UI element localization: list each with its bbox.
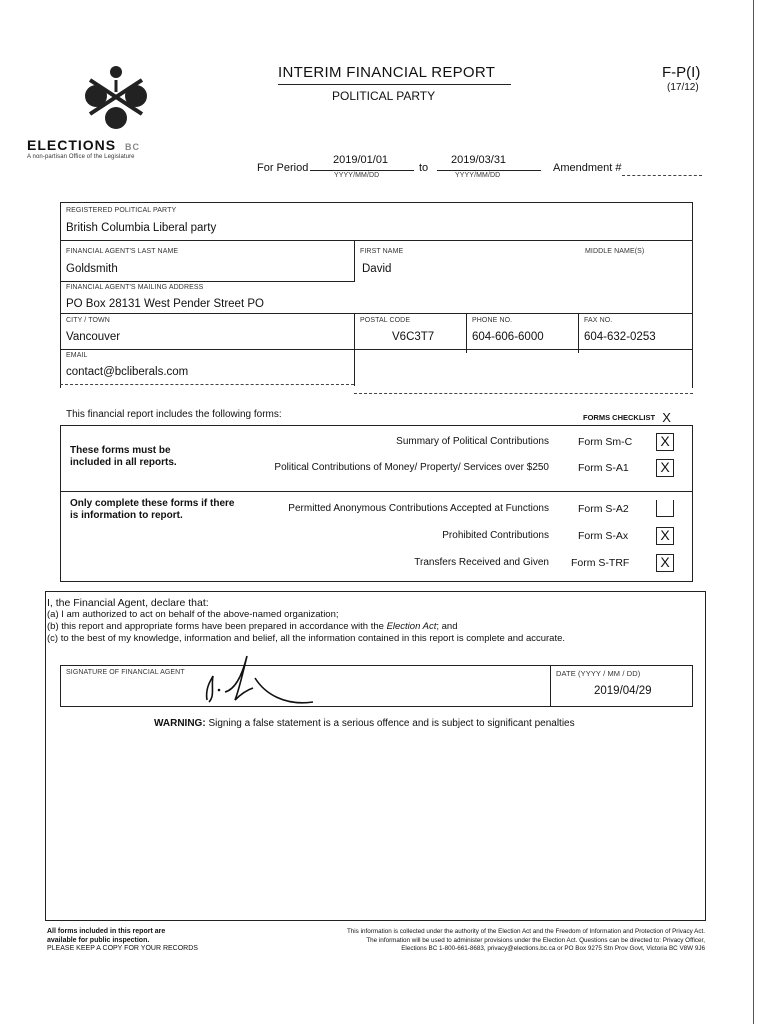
footer-left-line3: PLEASE KEEP A COPY FOR YOUR RECORDS: [47, 945, 198, 952]
footer-right-line2: The information will be used to administer provisions under the Election Act. Questions can be directed to: Privacy Officer,: [366, 936, 705, 944]
warning-label: WARNING:: [154, 718, 206, 729]
date-label: DATE (YYYY / MM / DD): [556, 669, 641, 678]
name-divider-1: [354, 240, 355, 282]
declaration-intro: I, the Financial Agent, declare that:: [47, 597, 209, 609]
forms-box-right: [692, 425, 693, 582]
forms-checklist-label: [583, 410, 671, 425]
forms-group-divider: [60, 491, 693, 492]
signature-box-bottom: [60, 706, 693, 707]
declaration-b-pre: (b) this report and appropriate forms have been prepared in accordance with the: [47, 621, 387, 632]
party-row-line: [60, 240, 693, 241]
outer-box-bottom: [45, 920, 705, 921]
declaration-c: (c) to the best of my knowledge, information and belief, all the information contained in this report is complete and accurate.: [47, 633, 566, 644]
party-label: REGISTERED POLITICAL PARTY: [66, 207, 177, 214]
form-row-sm-c-desc: Summary of Political Contributions: [396, 436, 549, 447]
city-row-line: [60, 349, 693, 350]
forms-box-top: [60, 425, 693, 426]
period-label: For Period: [257, 162, 309, 174]
period-to-line: [437, 170, 541, 171]
city-value[interactable]: Vancouver: [66, 331, 121, 343]
city-label: CITY / TOWN: [66, 317, 110, 324]
info-box-right: [692, 202, 693, 388]
info-box-left: [60, 202, 61, 388]
declaration-b-act: Election Act: [386, 621, 437, 632]
form-s-a1-checkbox[interactable]: X: [656, 459, 674, 477]
form-row-s-ax-code: Form S-Ax: [578, 530, 629, 542]
info-box-top: [60, 202, 693, 203]
date-value[interactable]: 2019/04/29: [594, 685, 652, 697]
forms-checklist-text: FORMS CHECKLIST: [583, 413, 656, 422]
declaration-top-line: [45, 591, 705, 592]
form-row-s-a1-code: Form S-A1: [578, 462, 629, 474]
logo-mark-icon: [70, 62, 160, 142]
forms-box-bottom: [60, 581, 693, 582]
email-label: EMAIL: [66, 352, 88, 359]
info-box-bottom: [354, 393, 693, 394]
outer-box-right: [705, 591, 706, 921]
email-value[interactable]: contact@bcliberals.com: [66, 366, 189, 378]
footer-right: [230, 928, 705, 954]
form-row-s-ax-desc: Prohibited Contributions: [442, 530, 549, 541]
logo-suffix: BC: [125, 142, 141, 152]
postal-divider: [466, 313, 467, 353]
email-row-line: [60, 384, 354, 385]
footer-left-line2: available for public inspection.: [47, 936, 150, 944]
logo-tagline: A non-partisan Office of the Legislature: [27, 154, 135, 160]
footer-left: [47, 928, 198, 954]
names-row-line: [60, 281, 354, 282]
period-from-hint: YYYY/MM/DD: [334, 172, 380, 179]
signature-box-left: [60, 665, 61, 707]
period-to-label: to: [419, 162, 429, 174]
footer-right-line1: This information is collected under the authority of the Election Act and the Freedom of Information and Protection of Privacy Act.: [346, 928, 705, 935]
warning-line: [154, 718, 575, 729]
title-underline: [278, 84, 511, 85]
period-from-line: [310, 170, 414, 171]
signature-label: SIGNATURE OF FINANCIAL AGENT: [66, 669, 185, 676]
page-edge-line: [753, 0, 754, 1024]
date-divider: [550, 665, 551, 707]
address-row-line: [60, 313, 693, 314]
address-label: FINANCIAL AGENT'S MAILING ADDRESS: [66, 284, 204, 291]
amendment-label: Amendment #: [553, 162, 622, 174]
warning-text: Signing a false statement is a serious offence and is subject to significant penalties: [208, 718, 575, 729]
logo-text: ELECTIONS: [27, 137, 117, 153]
declaration-a: (a) I am authorized to act on behalf of the above-named organization;: [47, 609, 339, 620]
form-row-s-a2-desc: Permitted Anonymous Contributions Accepted at Functions: [288, 503, 549, 514]
form-row-sm-c-code: Form Sm-C: [578, 436, 633, 448]
forms-intro: This financial report includes the following forms:: [66, 409, 282, 420]
form-row-s-a2-code: Form S-A2: [578, 503, 629, 515]
amendment-line: [622, 175, 702, 176]
checklist-x-mark: X: [662, 410, 671, 425]
form-code: F-P(I): [662, 64, 701, 81]
period-to-hint: YYYY/MM/DD: [455, 172, 501, 179]
form-sm-c-checkbox[interactable]: X: [656, 433, 674, 451]
outer-box-left: [45, 591, 46, 921]
optional-note: Only complete these forms if there is information to report.: [70, 498, 235, 521]
period-from[interactable]: 2019/01/01: [333, 154, 389, 166]
forms-box-left: [60, 425, 61, 582]
address-value[interactable]: PO Box 28131 West Pender Street PO: [66, 298, 264, 310]
period-to[interactable]: 2019/03/31: [451, 154, 507, 166]
report-subtitle: POLITICAL PARTY: [332, 89, 436, 103]
phone-value[interactable]: 604-606-6000: [472, 331, 544, 343]
footer-left-line1: All forms included in this report are: [47, 928, 166, 935]
footer-right-line3: Elections BC 1-800-661-8683, privacy@elections.bc.ca or PO Box 9275 Stn Prov Govt, Victoria BC V8W 9J6: [401, 945, 705, 952]
first-name-value[interactable]: David: [362, 263, 392, 275]
last-name-value[interactable]: Goldsmith: [66, 263, 118, 275]
form-s-trf-checkbox[interactable]: X: [656, 554, 674, 572]
last-name-label: FINANCIAL AGENT'S LAST NAME: [66, 248, 179, 255]
required-note: These forms must be included in all reports.: [70, 445, 177, 468]
middle-name-label: MIDDLE NAME(S): [585, 248, 645, 255]
signature-box-top: [60, 665, 693, 666]
declaration-block: [47, 597, 565, 645]
declaration-b: [47, 621, 565, 633]
signature-box-right: [692, 665, 693, 707]
elections-bc-logo: [70, 62, 160, 142]
form-s-ax-checkbox[interactable]: X: [656, 527, 674, 545]
report-title: INTERIM FINANCIAL REPORT: [278, 64, 496, 81]
fax-value[interactable]: 604-632-0253: [584, 331, 656, 343]
form-version: (17/12): [667, 82, 699, 93]
declaration-b-post: ; and: [436, 621, 458, 632]
phone-divider: [578, 313, 579, 353]
form-row-s-trf-code: Form S-TRF: [571, 557, 630, 569]
signature-field[interactable]: [195, 650, 325, 710]
logo-wordmark: [27, 137, 140, 153]
form-s-a2-checkbox[interactable]: [656, 500, 674, 517]
form-row-s-trf-desc: Transfers Received and Given: [414, 557, 549, 568]
postal-value[interactable]: V6C3T7: [392, 331, 435, 343]
fax-label: FAX NO.: [584, 317, 613, 324]
first-name-label: FIRST NAME: [360, 248, 404, 255]
handwritten-signature-icon: [195, 650, 325, 710]
party-value[interactable]: British Columbia Liberal party: [66, 222, 217, 234]
form-row-s-a1-desc: Political Contributions of Money/ Property/ Services over $250: [274, 462, 549, 473]
postal-label: POSTAL CODE: [360, 317, 411, 324]
phone-label: PHONE NO.: [472, 317, 513, 324]
